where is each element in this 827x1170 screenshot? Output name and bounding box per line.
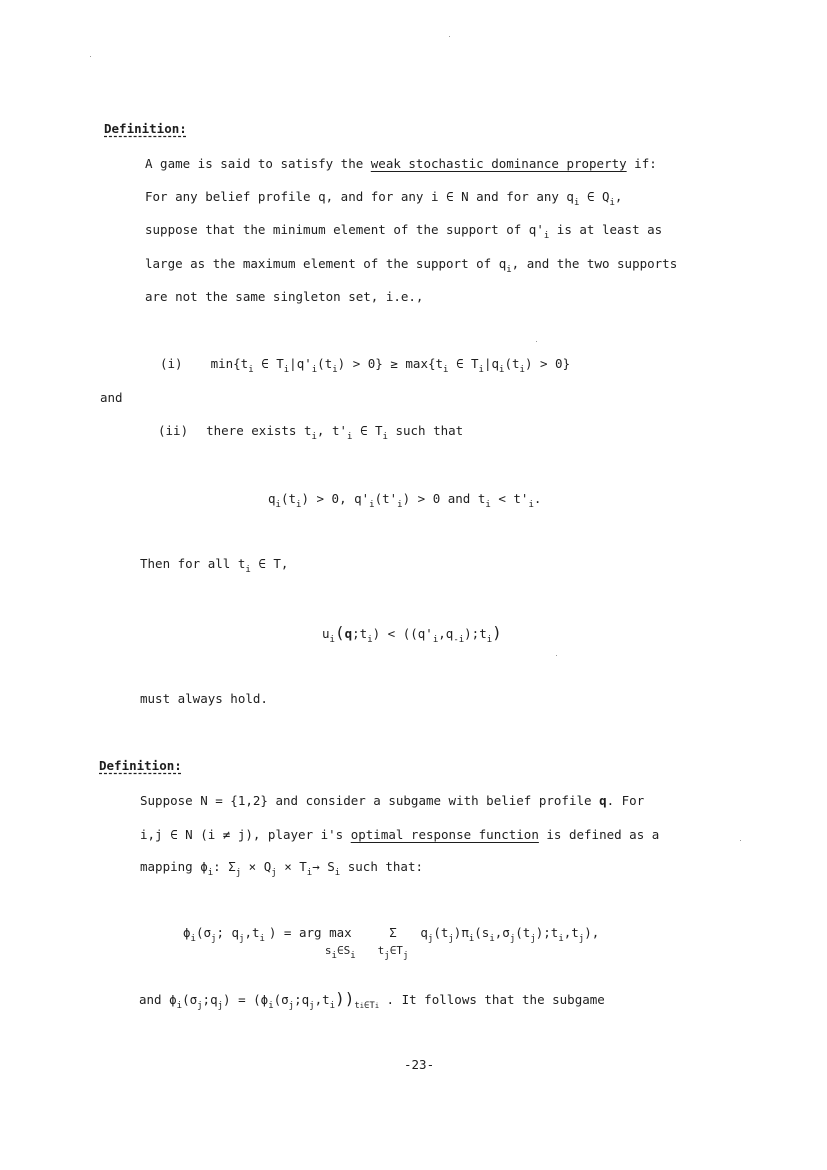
- definition-heading-1: Definition:: [104, 121, 187, 136]
- scan-speck: [556, 655, 557, 656]
- scan-speck: [740, 840, 741, 841]
- definition-1-line-4: large as the maximum element of the support of $q_i$, and the two supports: [145, 256, 678, 275]
- condition-ii-equation: $q_i(t_i) > 0$, $q'_i(t'_i) > 0$ and $t_i < t'_i$.: [268, 491, 542, 510]
- scan-speck: [90, 56, 91, 57]
- definition-heading-2: Definition:: [99, 758, 182, 773]
- optimal-response-equation: $\phi_i(\sigma_j$; $q_j,t_i$ ) = arg max $s_i\in S_i$ Σ $t_j\in T_j$ $q_j(t_j)\pi_i(s_i,\sigma_j(t_j);t_i,t_j)$,: [183, 925, 600, 961]
- then-clause: Then for all $t_i$ ∈ T,: [140, 556, 289, 575]
- utility-inequality: $u_i(q;t_i)$ < $((q'_i,q_{-i});t_i)$: [322, 623, 502, 645]
- condition-ii: (ii) there exists $t_i$, $t'_i$ ∈ $T_i$ such that: [158, 423, 464, 442]
- term-weak-stochastic-dominance: weak stochastic dominance property: [370, 156, 627, 171]
- term-optimal-response-function: optimal response function: [350, 827, 539, 842]
- scan-speck: [536, 341, 537, 342]
- definition-2-line-1: Suppose N = {1,2} and consider a subgame with belief profile q. For: [140, 793, 645, 808]
- definition-1-line-3: suppose that the minimum element of the support of $q'_i$ is at least as: [145, 222, 663, 241]
- condition-i: (i) $\min\{t_i$ ∈ $T_i|q'_i(t_i) > 0\} \ge \max\{t_i$ ∈ $T_i|q_i(t_i) > 0$}: [160, 356, 571, 375]
- scan-speck: [449, 36, 450, 37]
- page-number: -23-: [404, 1057, 435, 1072]
- definition-1-line-1: A game is said to satisfy the weak stochastic dominance property if:: [145, 156, 657, 171]
- definition-2-line-3: mapping $\phi_i$: $\Sigma_j \times Q_j \times T_i\to S_i$ such that:: [140, 859, 424, 878]
- definition-2-last-line: and $\phi_i(\sigma_j;q_j)$ = $(\phi_i(\sigma_j;q_j,t_i))_{ti\in Ti}$ . It follows that the subgame: [139, 989, 605, 1011]
- and-connector: and: [100, 390, 123, 405]
- must-hold-line: must always hold.: [140, 691, 268, 706]
- definition-1-line-2: For any belief profile q, and for any i ∈ N and for any $q_i$ ∈ $Q_i$,: [145, 189, 623, 208]
- definition-1-line-5: are not the same singleton set, i.e.,: [145, 289, 424, 304]
- definition-2-line-2: i,j ∈ N (i ≠ j), player i's optimal response function is defined as a: [140, 827, 660, 842]
